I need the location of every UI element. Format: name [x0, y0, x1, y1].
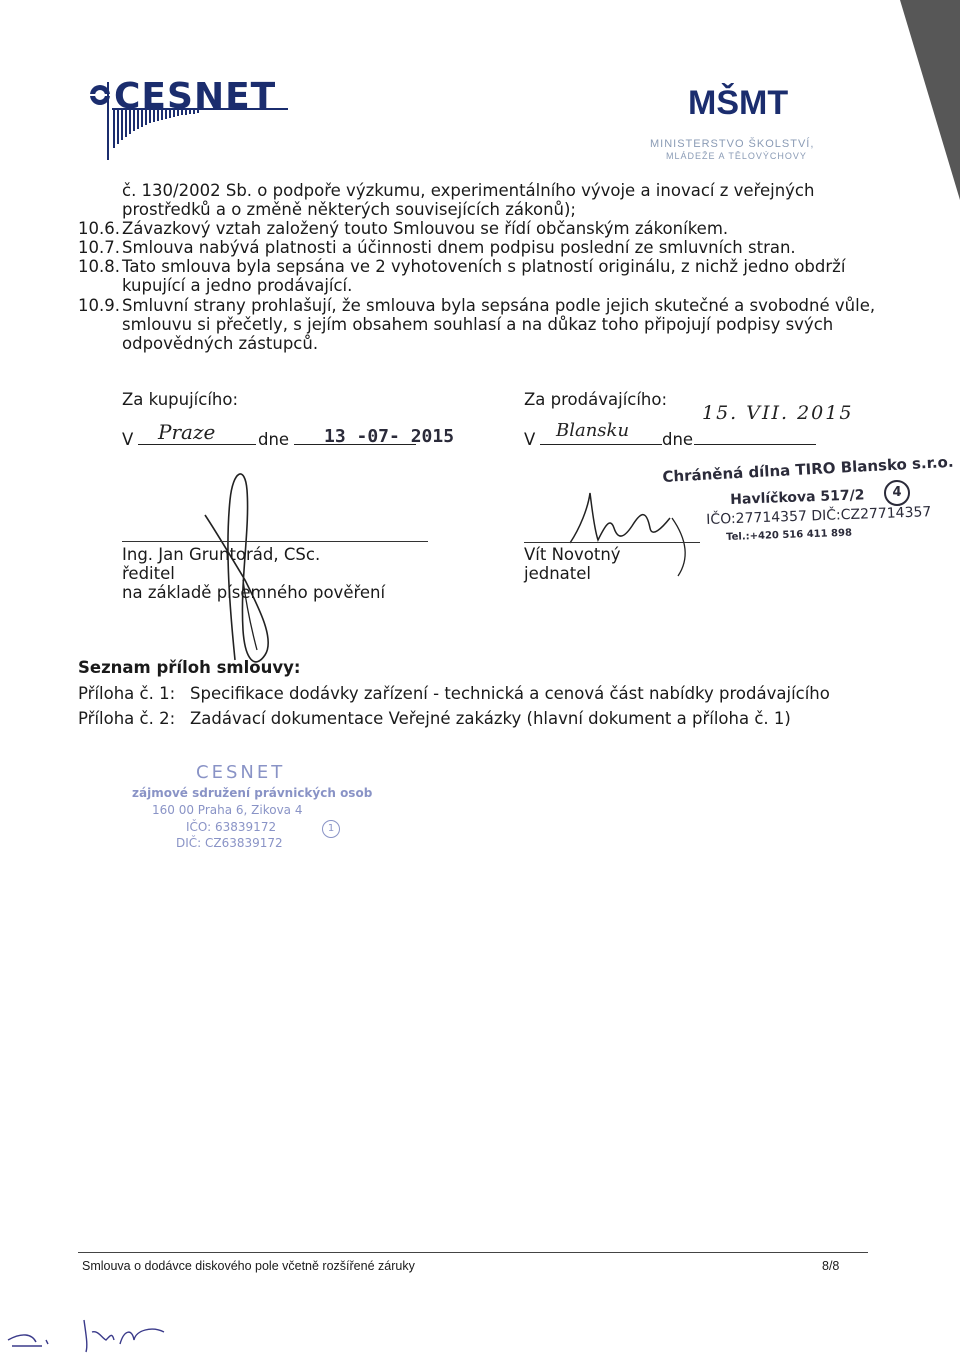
- paragraph-10-7-text: Smlouva nabývá platnosti a účinnosti dnem podpisu poslední ze smluvních stran.: [122, 238, 796, 257]
- msmt-line-2: MLÁDEŽE A TĚLOVÝCHOVY: [666, 151, 807, 161]
- seller-stamp-line-2: Havlíčkova 517/2: [730, 487, 865, 508]
- buyer-signature: [185, 460, 295, 680]
- buyer-place-label: V: [122, 430, 134, 449]
- paragraph-number: 10.7.: [78, 238, 120, 257]
- buyer-heading: Za kupujícího:: [122, 390, 239, 409]
- paragraph-10-8-line-1: Tato smlouva byla sepsána ve 2 vyhotoveních s platností originálu, z nichž jedno obdrží: [122, 257, 846, 276]
- paragraph-10-5-line-1: č. 130/2002 Sb. o podpoře výzkumu, experimentálního vývoje a inovací z veřejných: [122, 181, 815, 200]
- seller-signature-line: [524, 542, 700, 543]
- seller-stamp-line-3: IČO:27714357 DIČ:CZ27714357: [706, 504, 932, 528]
- seller-place-line: [540, 444, 662, 445]
- seller-date-label: dne: [662, 430, 694, 449]
- seller-date-handwritten: 15. VII. 2015: [702, 402, 854, 424]
- footer-page-number: 8/8: [822, 1259, 840, 1273]
- paragraph-number: 10.8.: [78, 257, 120, 276]
- attachment-1-text: Specifikace dodávky zařízení - technická a cenová část nabídky prodávajícího: [190, 684, 830, 703]
- seller-heading: Za prodávajícího:: [524, 390, 668, 409]
- page-corner-shadow: [900, 0, 960, 200]
- buyer-signature-line: [122, 541, 428, 542]
- paragraph-10-9-line-3: odpovědných zástupců.: [122, 334, 319, 353]
- paragraph-10-8-line-2: kupující a jedno prodávající.: [122, 276, 353, 295]
- seller-stamp-line-4: Tel.:+420 516 411 898: [726, 527, 853, 543]
- buyer-place-handwritten: Praze: [158, 420, 216, 444]
- paragraph-10-6-text: Závazkový vztah založený touto Smlouvou se řídí občanským zákoníkem.: [122, 219, 729, 238]
- attachment-2-label: Příloha č. 2:: [78, 709, 176, 728]
- buyer-stamp-line-3: 160 00 Praha 6, Zikova 4: [152, 803, 303, 817]
- seller-stamp-line-1: Chráněná dílna TIRO Blansko s.r.o.: [662, 452, 954, 486]
- footer-rule: [78, 1252, 868, 1253]
- footer-title: Smlouva o dodávce diskového pole včetně rozšířené záruky: [82, 1259, 415, 1273]
- buyer-name: Ing. Jan Gruntorád, CSc.: [122, 545, 321, 564]
- seller-date-line: [694, 444, 816, 445]
- seller-place-handwritten: Blansku: [556, 420, 630, 441]
- buyer-stamp-line-1: CESNET: [196, 762, 286, 783]
- buyer-stamp-badge: 1: [322, 820, 340, 838]
- buyer-date-label: dne: [258, 430, 290, 449]
- cesnet-logo-text: CESNET: [114, 76, 277, 117]
- seller-name: Vít Novotný: [524, 545, 621, 564]
- buyer-authority: na základě písemného pověření: [122, 583, 386, 602]
- seller-role: jednatel: [524, 564, 591, 583]
- attachment-2-text: Zadávací dokumentace Veřejné zakázky (hlavní dokument a příloha č. 1): [190, 709, 791, 728]
- page-initials: [2, 1310, 192, 1355]
- msmt-logo-letters: MŠMT: [688, 84, 789, 122]
- paragraph-number: 10.9.: [78, 296, 120, 315]
- paragraph-number: 10.6.: [78, 219, 120, 238]
- buyer-role: ředitel: [122, 564, 175, 583]
- paragraph-10-5-line-2: prostředků a o změně některých souvisejících zákonů);: [122, 200, 576, 219]
- paragraph-10-9-line-1: Smluvní strany prohlašují, že smlouva byla sepsána podle jejich skutečné a svobodné vůle,: [122, 296, 876, 315]
- seller-place-label: V: [524, 430, 536, 449]
- buyer-stamp-line-2: zájmové sdružení právnických osob: [132, 786, 373, 800]
- paragraph-10-9-line-2: smlouvu si přečetly, s jejím obsahem souhlasí a na důkaz toho připojují podpisy svých: [122, 315, 834, 334]
- attachments-heading: Seznam příloh smlouvy:: [78, 658, 301, 677]
- msmt-line-1: MINISTERSTVO ŠKOLSTVÍ,: [650, 138, 815, 150]
- buyer-stamp-line-5: DIČ: CZ63839172: [176, 836, 283, 850]
- seller-stamp-badge: 4: [884, 480, 910, 506]
- buyer-place-line: [138, 444, 256, 445]
- attachment-1-label: Příloha č. 1:: [78, 684, 176, 703]
- buyer-stamp-line-4: IČO: 63839172: [186, 820, 277, 834]
- buyer-date-stamp: 13 -07- 2015: [324, 426, 455, 447]
